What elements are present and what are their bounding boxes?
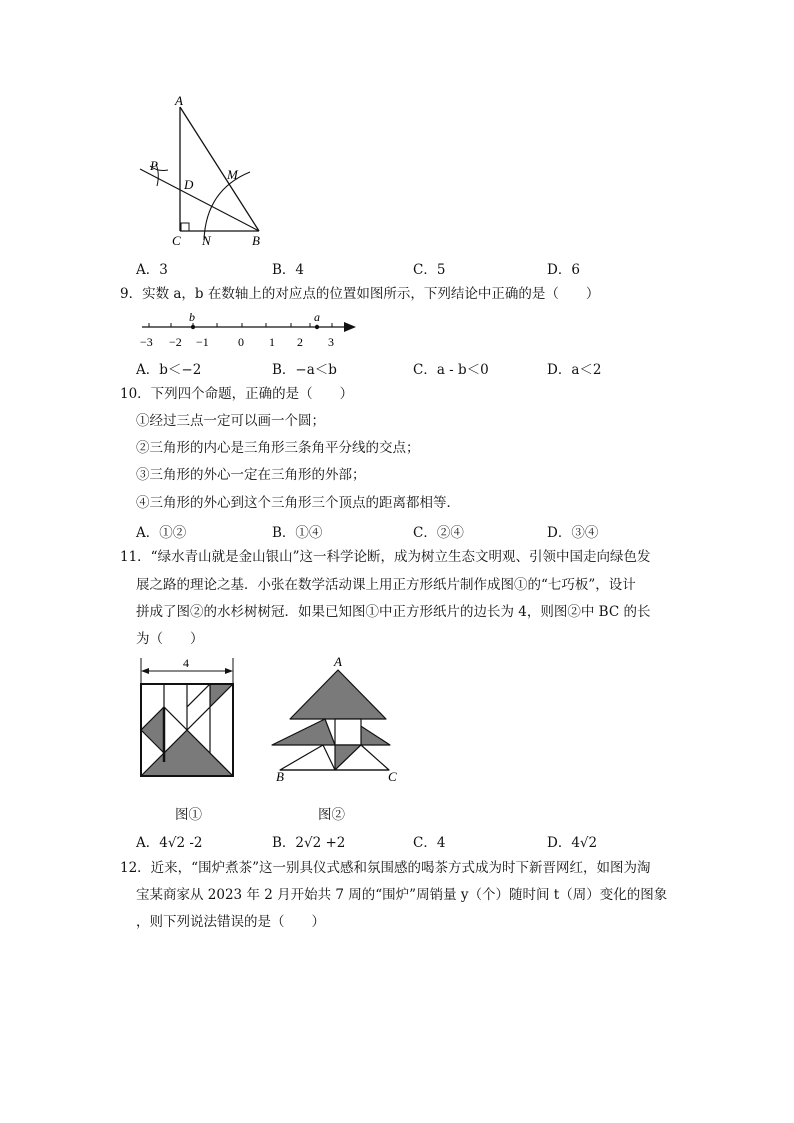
point-b-label: b	[189, 310, 195, 324]
q10-stem: 10．下列四个命题，正确的是（ ）	[120, 386, 354, 402]
label-N: N	[202, 233, 211, 248]
dimension-label: 4	[183, 656, 189, 670]
q11-option-c[interactable]: C．4	[413, 835, 446, 851]
q10-option-b[interactable]: B．①④	[272, 525, 323, 541]
tick-label: 3	[328, 335, 334, 349]
q11-option-a[interactable]: A．4√2 -2	[136, 835, 203, 851]
label-P: P	[150, 158, 158, 173]
q11-stem-line: 为（ ）	[136, 631, 204, 647]
fig2-caption: 图②	[318, 807, 345, 823]
fig1-caption: 图①	[175, 807, 202, 823]
q11-stem-line: 拼成了图②的水杉树树冠．如果已知图①中正方形纸片的边长为 4，则图②中 BC 的长	[136, 604, 651, 620]
q11-stem-line: 展之路的理论之基．小张在数学活动课上用正方形纸片制作成图①的“七巧板”，设计	[136, 577, 636, 593]
tick-label: 1	[269, 335, 275, 349]
label-C: C	[388, 769, 397, 784]
label-B: B	[252, 233, 260, 248]
q9-option-d[interactable]: D．a＜2	[547, 362, 602, 378]
q10-option-d[interactable]: D．③④	[547, 525, 599, 541]
q11-option-b[interactable]: B．2√2 +2	[272, 835, 346, 851]
q10-item: ③三角形的外心一定在三角形的外部；	[136, 467, 366, 483]
q12-stem-line: 宝某商家从 2023 年 2 月开始共 7 周的“围炉”周销量 y（个）随时间 t（周）变化的图象	[136, 887, 668, 903]
q8-triangle-figure	[130, 90, 280, 250]
tick-label: 0	[238, 335, 244, 349]
tick-label: 2	[297, 335, 303, 349]
q8-option-a[interactable]: A．3	[136, 262, 168, 278]
q12-stem-line: 12．近来，“围炉煮茶”这一别具仪式感和氛围感的喝茶方式成为时下新晋网红，如图为淘	[120, 860, 651, 876]
tick-label: −1	[196, 335, 209, 349]
label-C: C	[172, 233, 181, 248]
q10-item: ①经过三点一定可以画一个圆；	[136, 413, 325, 429]
q10-item: ②三角形的内心是三角形三条角平分线的交点；	[136, 440, 420, 456]
point-a-label: a	[314, 310, 320, 324]
q12-stem-line: ，则下列说法错误的是（ ）	[136, 914, 325, 930]
q8-option-b[interactable]: B．4	[272, 262, 305, 278]
q8-option-c[interactable]: C．5	[413, 262, 446, 278]
q10-item: ④三角形的外心到这个三角形三个顶点的距离都相等．	[136, 495, 460, 511]
q9-option-c[interactable]: C．a - b＜0	[413, 362, 489, 378]
tick-label: −2	[169, 335, 182, 349]
q11-option-d[interactable]: D．4√2	[547, 835, 598, 851]
label-A: A	[334, 654, 342, 669]
label-A: A	[175, 93, 183, 108]
label-M: M	[227, 167, 238, 182]
label-D: D	[184, 177, 194, 192]
tree-crown-figure	[265, 652, 405, 787]
q10-option-c[interactable]: C．②④	[413, 525, 464, 541]
q10-option-a[interactable]: A．①②	[136, 525, 187, 541]
tangram-square-figure	[135, 652, 245, 780]
label-B: B	[276, 769, 284, 784]
q9-option-a[interactable]: A．b＜−2	[136, 362, 202, 378]
q8-option-d[interactable]: D．6	[547, 262, 580, 278]
q9-stem: 9．实数 a，b 在数轴上的对应点的位置如图所示，下列结论中正确的是（ ）	[120, 286, 600, 302]
tick-label: −3	[140, 335, 153, 349]
q11-stem-line: 11．“绿水青山就是金山银山”这一科学论断，成为树立生态文明观、引领中国走向绿色发	[120, 549, 651, 565]
q9-number-line	[136, 308, 366, 350]
q9-option-b[interactable]: B．−a＜b	[272, 362, 337, 378]
